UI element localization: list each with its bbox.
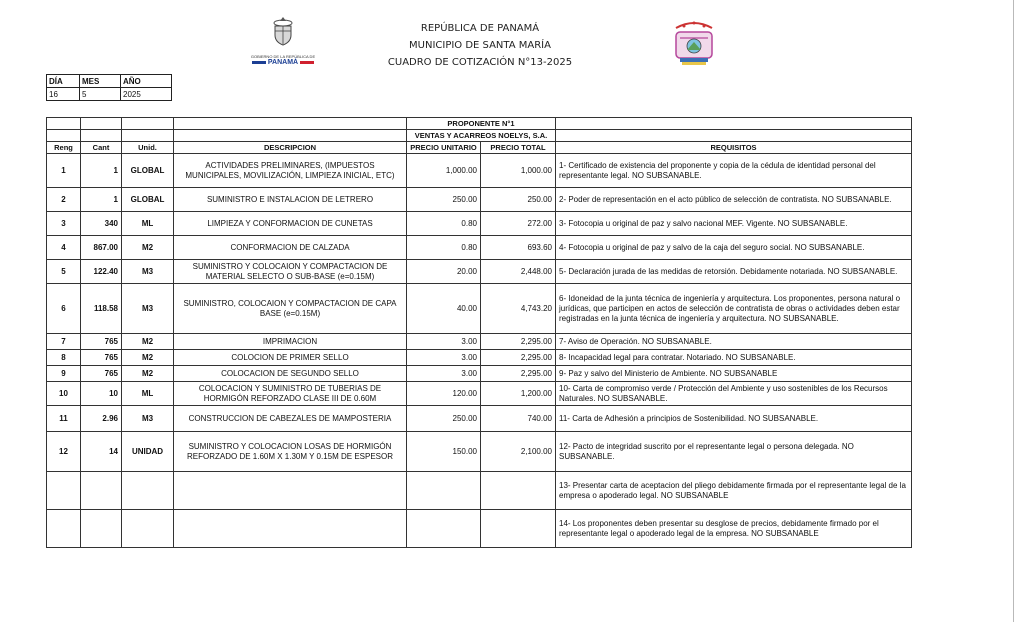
- table-row: [47, 188, 912, 212]
- cell-cant: 340: [81, 212, 122, 236]
- header-blank: [556, 118, 912, 130]
- cell-precio-total: 2,448.00: [481, 260, 556, 284]
- cell-precio-unitario: 0.80: [407, 212, 481, 236]
- cell-descripcion: SUMINISTRO Y COLOCAION Y COMPACTACION DE MATERIAL SELECTO O SUB-BASE (e=0.15M): [174, 260, 407, 284]
- day-label: DÍA: [47, 75, 80, 88]
- document-header: [360, 20, 600, 71]
- cell-reng: 1: [47, 154, 81, 188]
- header-blank: [81, 118, 122, 130]
- table-row: [47, 154, 912, 188]
- cell-reng: 12: [47, 432, 81, 472]
- year-value: 2025: [121, 88, 172, 101]
- table-row: [47, 406, 912, 432]
- col-header-precio-total: PRECIO TOTAL: [481, 142, 556, 154]
- cell-descripcion: [174, 510, 407, 548]
- cell-requisito: 5- Declaración jurada de las medidas de retorsión. Debidamente notariada. NO SUBSANABLE.: [556, 260, 912, 284]
- panama-government-logo: [246, 16, 320, 72]
- cell-cant: 1: [81, 154, 122, 188]
- cell-reng: [47, 472, 81, 510]
- cell-descripcion: COLOCACION DE SEGUNDO SELLO: [174, 366, 407, 382]
- cell-precio-unitario: 20.00: [407, 260, 481, 284]
- header-blank: [174, 130, 407, 142]
- cell-precio-unitario: 40.00: [407, 284, 481, 334]
- cell-requisito: 8- Incapacidad legal para contratar. Notariado. NO SUBSANABLE.: [556, 350, 912, 366]
- cell-unid: UNIDAD: [122, 432, 174, 472]
- cell-descripcion: SUMINISTRO E INSTALACION DE LETRERO: [174, 188, 407, 212]
- month-value: 5: [80, 88, 121, 101]
- cell-cant: [81, 472, 122, 510]
- cell-unid: M2: [122, 334, 174, 350]
- cell-precio-total: 693.60: [481, 236, 556, 260]
- cell-cant: 14: [81, 432, 122, 472]
- municipality-seal-icon: [670, 20, 718, 72]
- cell-precio-unitario: 1,000.00: [407, 154, 481, 188]
- cell-precio-total: 2,100.00: [481, 432, 556, 472]
- cell-unid: GLOBAL: [122, 154, 174, 188]
- cell-unid: M2: [122, 236, 174, 260]
- header-blank: [47, 130, 81, 142]
- header-blank: [81, 130, 122, 142]
- cell-precio-unitario: 3.00: [407, 334, 481, 350]
- cell-descripcion: COLOCION DE PRIMER SELLO: [174, 350, 407, 366]
- cell-reng: 9: [47, 366, 81, 382]
- cell-unid: [122, 472, 174, 510]
- col-header-reng: Reng: [47, 142, 81, 154]
- cell-cant: 118.58: [81, 284, 122, 334]
- cell-reng: 11: [47, 406, 81, 432]
- cell-requisito: 14- Los proponentes deben presentar su desglose de precios, debidamente firmado por el representante legal o apoderado legal de la empresa. NO SUBSANABLE: [556, 510, 912, 548]
- page-edge-line: [1013, 0, 1014, 622]
- table-row: [47, 260, 912, 284]
- cell-precio-unitario: [407, 472, 481, 510]
- date-table: [46, 74, 172, 101]
- cell-reng: 7: [47, 334, 81, 350]
- cell-requisito: 1- Certificado de existencia del proponente y copia de la cédula de identidad personal del representante legal. NO SUBSANABLE.: [556, 154, 912, 188]
- cell-requisito: 10- Carta de compromiso verde / Protección del Ambiente y uso sostenibles de los Recursos Naturales. NO SUBSANABLE.: [556, 382, 912, 406]
- cell-precio-unitario: 0.80: [407, 236, 481, 260]
- cell-cant: 122.40: [81, 260, 122, 284]
- header-republic: REPÚBLICA DE PANAMÁ: [420, 23, 540, 34]
- cell-unid: [122, 510, 174, 548]
- cell-requisito: 13- Presentar carta de aceptacion del pliego debidamente firmada por el representante legal de la empresa o apoderado legal. NO SUBSANABLE: [556, 472, 912, 510]
- cell-cant: 765: [81, 350, 122, 366]
- cell-descripcion: SUMINISTRO, COLOCAION Y COMPACTACION DE CAPA BASE (e=0.15M): [174, 284, 407, 334]
- header-blank: [122, 118, 174, 130]
- col-header-precio-unitario: PRECIO UNITARIO: [407, 142, 481, 154]
- cell-unid: ML: [122, 212, 174, 236]
- cell-precio-total: 740.00: [481, 406, 556, 432]
- cell-requisito: 12- Pacto de integridad suscrito por el representante legal o persona delegada. NO SUBSANABLE.: [556, 432, 912, 472]
- cell-cant: 1: [81, 188, 122, 212]
- cell-unid: M2: [122, 350, 174, 366]
- coat-of-arms-icon: [270, 16, 296, 46]
- cell-requisito: 4- Fotocopia u original de paz y salvo de la caja del seguro social. NO SUBSANABLE.: [556, 236, 912, 260]
- cell-precio-unitario: 250.00: [407, 406, 481, 432]
- proponent-name: VENTAS Y ACARREOS NOELYS, S.A.: [407, 130, 556, 142]
- cell-unid: M3: [122, 260, 174, 284]
- cell-cant: 867.00: [81, 236, 122, 260]
- logo-brand-text: PANAMÁ: [246, 59, 320, 67]
- cell-precio-unitario: 3.00: [407, 350, 481, 366]
- cell-precio-unitario: 120.00: [407, 382, 481, 406]
- cell-precio-total: 250.00: [481, 188, 556, 212]
- col-header-unid: Unid.: [122, 142, 174, 154]
- cell-precio-total: 1,000.00: [481, 154, 556, 188]
- cell-precio-total: [481, 510, 556, 548]
- cell-precio-unitario: 250.00: [407, 188, 481, 212]
- cell-unid: M3: [122, 284, 174, 334]
- cell-cant: 2.96: [81, 406, 122, 432]
- cell-cant: 765: [81, 366, 122, 382]
- table-row: [47, 212, 912, 236]
- cell-requisito: 3- Fotocopia u original de paz y salvo nacional MEF. Vigente. NO SUBSANABLE.: [556, 212, 912, 236]
- cell-descripcion: CONSTRUCCION DE CABEZALES DE MAMPOSTERIA: [174, 406, 407, 432]
- month-label: MES: [80, 75, 121, 88]
- table-row: [47, 350, 912, 366]
- cell-unid: M3: [122, 406, 174, 432]
- cell-requisito: 7- Aviso de Operación. NO SUBSANABLE.: [556, 334, 912, 350]
- cell-descripcion: IMPRIMACION: [174, 334, 407, 350]
- cell-unid: ML: [122, 382, 174, 406]
- cell-reng: 10: [47, 382, 81, 406]
- cell-requisito: 6- Idoneidad de la junta técnica de ingeniería y arquitectura. Los proponentes, persona natural o jurídicas, que participen en actos de selección de contratista de obras o actividades deben estar registradas en la junta técnica de ingeniería y arquitectura. NO SUBSANABLE.: [556, 284, 912, 334]
- cell-precio-total: 2,295.00: [481, 350, 556, 366]
- cell-precio-total: 2,295.00: [481, 334, 556, 350]
- header-blank: [47, 118, 81, 130]
- cell-reng: 2: [47, 188, 81, 212]
- cell-descripcion: SUMINISTRO Y COLOCACION LOSAS DE HORMIGÓN REFORZADO DE 1.60M X 1.30M Y 0.15M DE ESPESOR: [174, 432, 407, 472]
- cell-descripcion: ACTIVIDADES PRELIMINARES, (IMPUESTOS MUNICIPALES, MOVILIZACIÓN, LIMPIEZA INICIAL, ETC): [174, 154, 407, 188]
- table-row: [47, 510, 912, 548]
- proponent-label: PROPONENTE N°1: [407, 118, 556, 130]
- cell-precio-unitario: [407, 510, 481, 548]
- year-label: AÑO: [121, 75, 172, 88]
- cell-requisito: 9- Paz y salvo del Ministerio de Ambiente. NO SUBSANABLE: [556, 366, 912, 382]
- cell-precio-unitario: 150.00: [407, 432, 481, 472]
- table-row: [47, 432, 912, 472]
- cell-cant: [81, 510, 122, 548]
- cell-reng: 4: [47, 236, 81, 260]
- header-blank: [556, 130, 912, 142]
- cell-precio-total: 4,743.20: [481, 284, 556, 334]
- cell-reng: [47, 510, 81, 548]
- header-title: CUADRO DE COTIZACIÓN N°13-2025: [387, 57, 573, 68]
- table-row: [47, 472, 912, 510]
- day-value: 16: [47, 88, 80, 101]
- cell-descripcion: LIMPIEZA Y CONFORMACION DE CUNETAS: [174, 212, 407, 236]
- cell-reng: 8: [47, 350, 81, 366]
- table-row: [47, 284, 912, 334]
- cell-descripcion: [174, 472, 407, 510]
- cell-reng: 5: [47, 260, 81, 284]
- cell-reng: 6: [47, 284, 81, 334]
- table-row: [47, 334, 912, 350]
- cell-unid: GLOBAL: [122, 188, 174, 212]
- col-header-requisitos: REQUISITOS: [556, 142, 912, 154]
- cell-requisito: 2- Poder de representación en el acto público de selección de contratista. NO SUBSANABLE.: [556, 188, 912, 212]
- col-header-descripcion: DESCRIPCION: [174, 142, 407, 154]
- header-blank: [122, 130, 174, 142]
- logo-gov-text: GOBIERNO DE LA REPÚBLICA DE: [250, 54, 316, 59]
- table-row: [47, 366, 912, 382]
- cell-reng: 3: [47, 212, 81, 236]
- table-row: [47, 236, 912, 260]
- col-header-cant: Cant: [81, 142, 122, 154]
- cell-precio-total: 1,200.00: [481, 382, 556, 406]
- cell-precio-total: 272.00: [481, 212, 556, 236]
- cell-precio-unitario: 3.00: [407, 366, 481, 382]
- cell-unid: M2: [122, 366, 174, 382]
- table-row: [47, 382, 912, 406]
- header-municipality: MUNICIPIO DE SANTA MARÍA: [409, 40, 551, 51]
- quotation-table: [46, 117, 912, 548]
- cell-precio-total: [481, 472, 556, 510]
- cell-cant: 765: [81, 334, 122, 350]
- cell-descripcion: COLOCACION Y SUMINISTRO DE TUBERIAS DE HORMIGÓN REFORZADO CLASE III DE 0.60M: [174, 382, 407, 406]
- cell-cant: 10: [81, 382, 122, 406]
- cell-requisito: 11- Carta de Adhesión a principios de Sostenibilidad. NO SUBSANABLE.: [556, 406, 912, 432]
- cell-precio-total: 2,295.00: [481, 366, 556, 382]
- header-blank: [174, 118, 407, 130]
- cell-descripcion: CONFORMACION DE CALZADA: [174, 236, 407, 260]
